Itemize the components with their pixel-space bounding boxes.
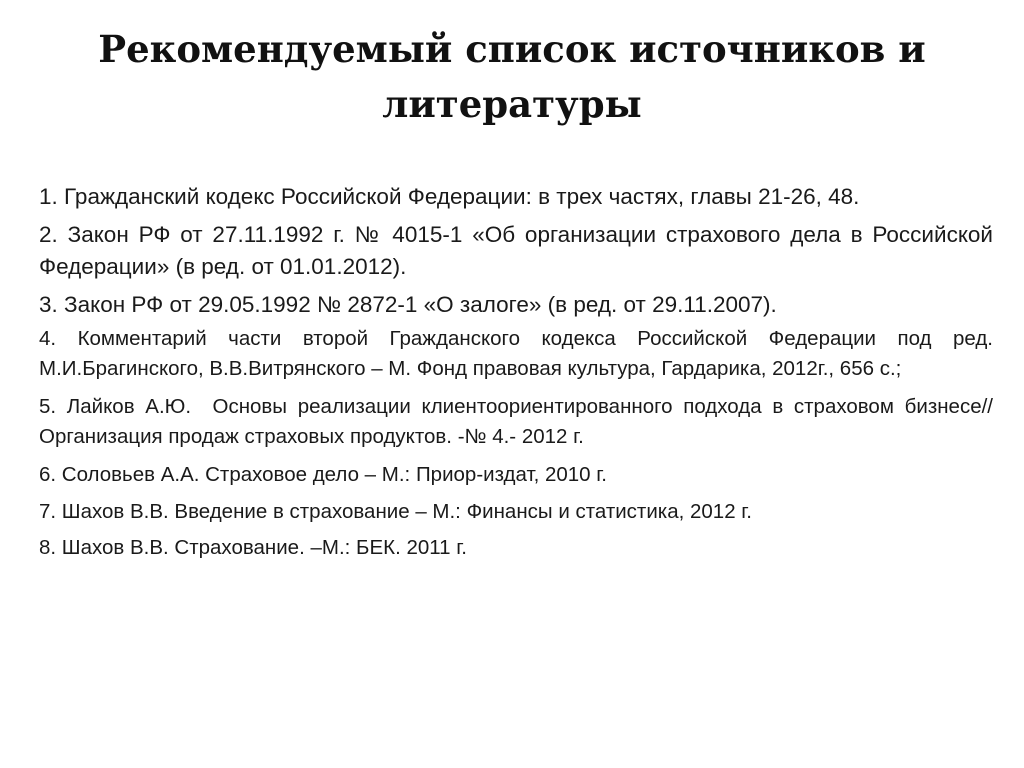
reference-item-4: 4. Комментарий части второй Гражданского кодекса Российской Федерации под ред. М.И.Брагинского, В.В.Витрянского – М. Фонд правовая культура, Гардарика, 2012г., 656 с.; <box>39 327 993 380</box>
reference-item-6: 6. Соловьев А.А. Страховое дело – М.: Приор-издат, 2010 г. <box>39 463 607 486</box>
reference-item-3: 3. Закон РФ от 29.05.1992 № 2872-1 «О залоге» (в ред. от 29.11.2007). <box>39 292 777 317</box>
reference-item-1: 1. Гражданский кодекс Российской Федерации: в трех частях, главы 21-26, 48. <box>39 184 860 209</box>
reference-item-5: 5. Лайков А.Ю. Основы реализации клиентоориентированного подхода в страховом бизнесе// Организация продаж страховых продуктов. -№ 4.- 2012 г. <box>39 395 999 448</box>
reference-item-8: 8. Шахов В.В. Страхование. –М.: БЕК. 2011 г. <box>39 536 467 559</box>
slide-title: Рекомендуемый список источников и литературы <box>98 27 926 126</box>
reference-list <box>39 181 999 563</box>
reference-item-2: 2. Закон РФ от 27.11.1992 г. № 4015-1 «Об организации страхового дела в Российской Федерации» (в ред. от 01.01.2012). <box>39 222 993 279</box>
reference-item-7: 7. Шахов В.В. Введение в страхование – М.: Финансы и статистика, 2012 г. <box>39 499 752 523</box>
